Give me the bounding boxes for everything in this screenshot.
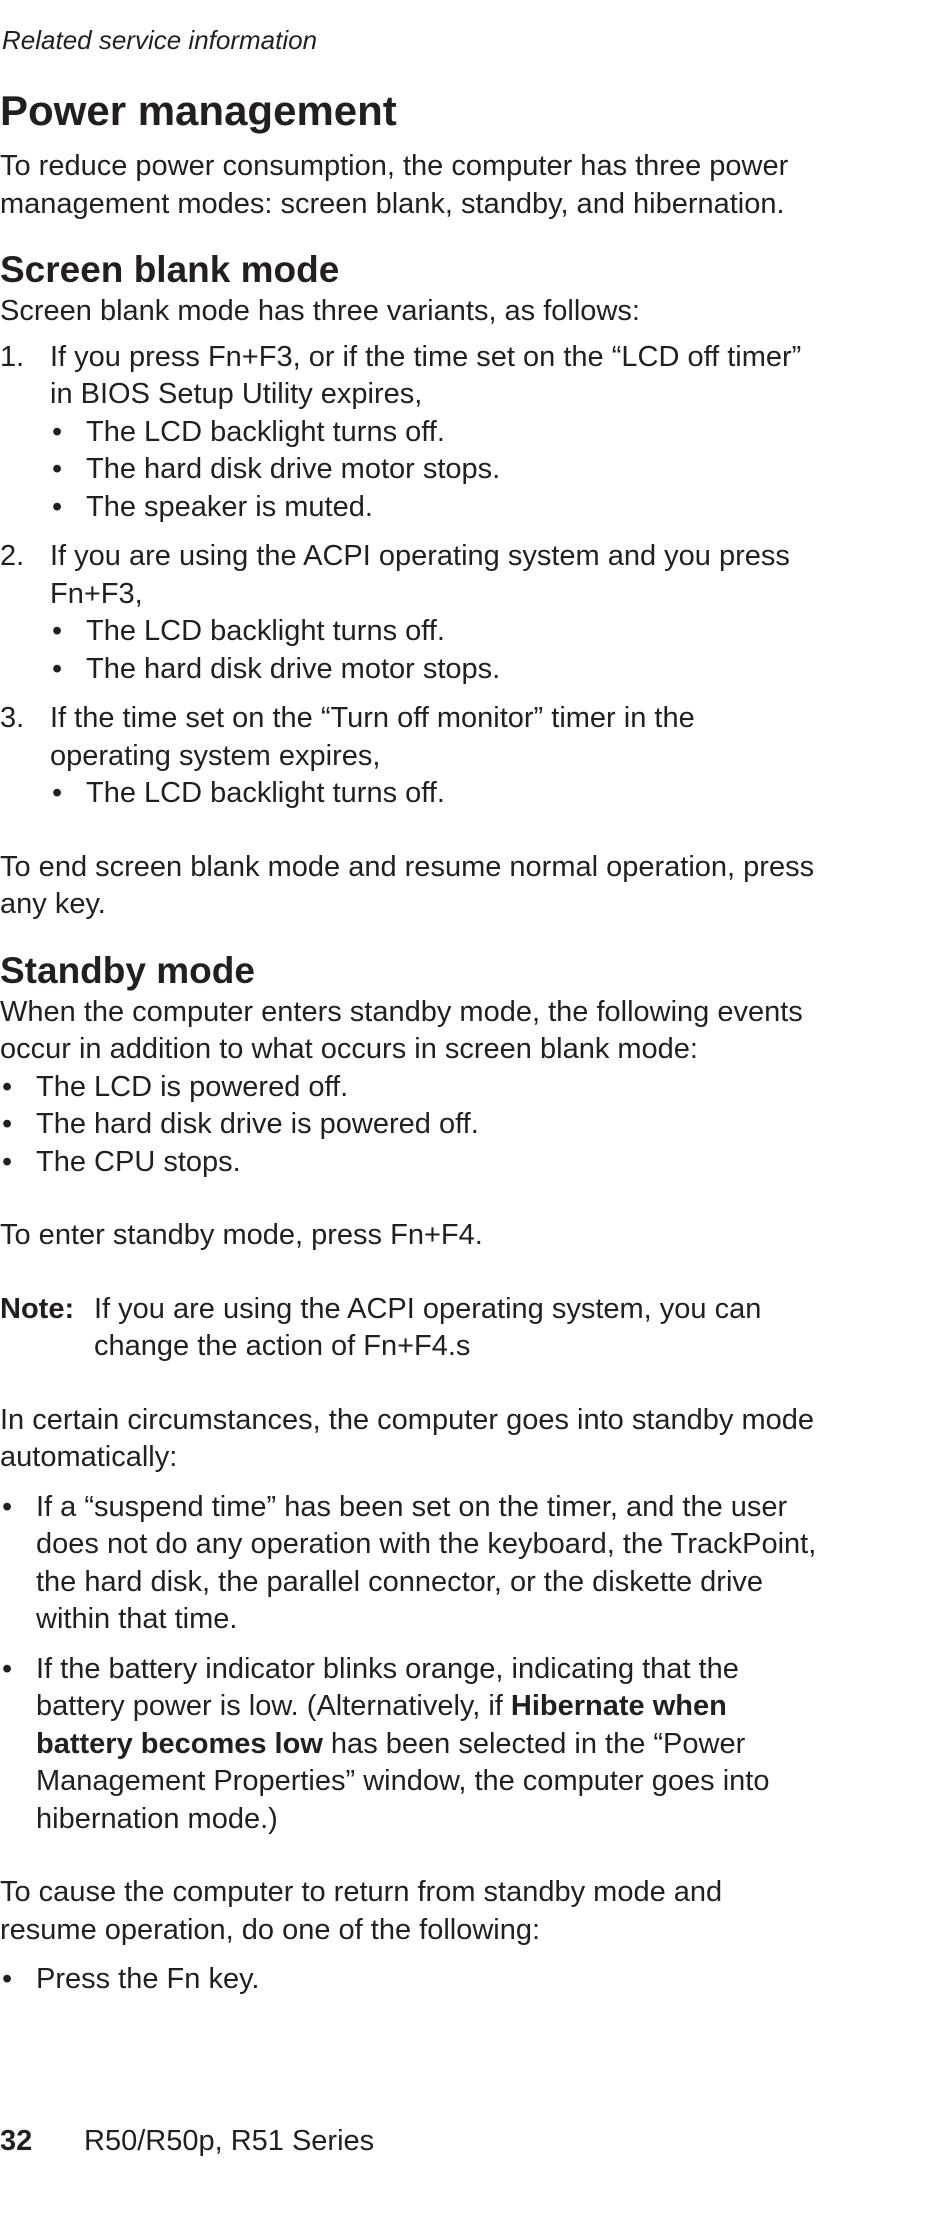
running-head: Related service information bbox=[2, 25, 318, 55]
bullet-icon: • bbox=[52, 490, 63, 523]
list-item: • The hard disk drive is powered off. bbox=[0, 1106, 820, 1144]
page-content bbox=[0, 84, 820, 1999]
bullet-icon: • bbox=[2, 1963, 13, 1995]
step-number: 1. bbox=[0, 340, 25, 373]
list-item: • The hard disk drive motor stops. bbox=[50, 451, 820, 489]
bullet-icon: • bbox=[52, 615, 63, 647]
footer-series: R50/R50p, R51 Series bbox=[84, 2125, 375, 2157]
bullet-icon: • bbox=[2, 1145, 13, 1178]
bullet-icon: • bbox=[2, 1652, 13, 1685]
standby-resume-intro: To cause the computer to return from standby mode and resume operation, do one of the following: bbox=[0, 1876, 723, 1946]
screen-blank-variants bbox=[0, 339, 820, 813]
note-label: Note: bbox=[0, 1292, 75, 1325]
standby-heading: Standby mode bbox=[0, 949, 255, 991]
list-item: • If the battery indicator blinks orange, indicating that the battery power is low. (Alternatively, if Hibernate when battery becomes low has been selected in the “Power Management Properties” window, the computer goes into hibernation mode.) bbox=[2, 1652, 770, 1835]
variant-item bbox=[0, 538, 820, 688]
bullet-icon: • bbox=[52, 777, 63, 809]
step-number: 3. bbox=[0, 702, 25, 734]
bullet-icon: • bbox=[2, 1070, 13, 1103]
standby-auto-intro: In certain circumstances, the computer goes into standby mode automatically: bbox=[0, 1403, 815, 1473]
list-item: • The LCD backlight turns off. bbox=[50, 775, 820, 813]
bullet-icon: • bbox=[2, 1108, 13, 1140]
page-footer bbox=[0, 2123, 374, 2160]
screen-blank-heading: Screen blank mode bbox=[0, 249, 340, 290]
standby-intro: When the computer enters standby mode, the following events occur in addition to what occurs in screen blank mode: bbox=[0, 995, 803, 1065]
list-item: • Press the Fn key. bbox=[0, 1961, 820, 1999]
variant-item bbox=[0, 700, 820, 813]
list-item: • The LCD backlight turns off. bbox=[50, 613, 820, 651]
screen-blank-end-text: To end screen blank mode and resume normal operation, press any key. bbox=[0, 850, 815, 920]
note-text: If you are using the ACPI operating system, you can change the action of Fn+F4.s bbox=[94, 1292, 762, 1362]
standby-auto-conditions bbox=[0, 1489, 820, 1839]
step-text: If you are using the ACPI operating system and you press Fn+F3, bbox=[50, 540, 790, 610]
page-number: 32 bbox=[0, 2125, 33, 2157]
step-number: 2. bbox=[0, 540, 25, 572]
standby-events bbox=[0, 1069, 820, 1182]
bold-setting-name: Hibernate when battery becomes low bbox=[36, 1690, 727, 1760]
bullet-icon: • bbox=[2, 1490, 13, 1523]
list-item: • If a “suspend time” has been set on the timer, and the user does not do any operation with the keyboard, the TrackPoint, the hard disk, the parallel connector, or the diskette drive within that time. bbox=[2, 1490, 817, 1635]
variant-effects bbox=[50, 414, 820, 527]
bullet-icon: • bbox=[52, 415, 63, 448]
note-block bbox=[0, 1291, 820, 1366]
standby-enter-text: To enter standby mode, press Fn+F4. bbox=[0, 1219, 483, 1251]
step-text: If the time set on the “Turn off monitor” timer in the operating system expires, bbox=[50, 702, 695, 772]
bullet-icon: • bbox=[52, 453, 63, 485]
list-item: • The LCD backlight turns off. bbox=[50, 414, 820, 452]
intro-paragraph: To reduce power consumption, the computer has three power management modes: screen blank, standby, and hibernation. bbox=[0, 150, 789, 220]
list-item: • The CPU stops. bbox=[0, 1144, 820, 1182]
screen-blank-intro: Screen blank mode has three variants, as follows: bbox=[0, 295, 640, 327]
list-item: • The LCD is powered off. bbox=[0, 1069, 820, 1107]
standby-resume-actions bbox=[0, 1961, 820, 1999]
variant-effects bbox=[50, 775, 820, 813]
page-title: Power management bbox=[0, 87, 397, 134]
variant-item bbox=[0, 339, 820, 527]
list-item: • The hard disk drive motor stops. bbox=[50, 651, 820, 689]
variant-effects bbox=[50, 613, 820, 688]
bullet-icon: • bbox=[52, 652, 63, 685]
list-item: • The speaker is muted. bbox=[50, 489, 820, 527]
step-text: If you press Fn+F3, or if the time set on the “LCD off timer” in BIOS Setup Utility expires, bbox=[50, 340, 802, 410]
